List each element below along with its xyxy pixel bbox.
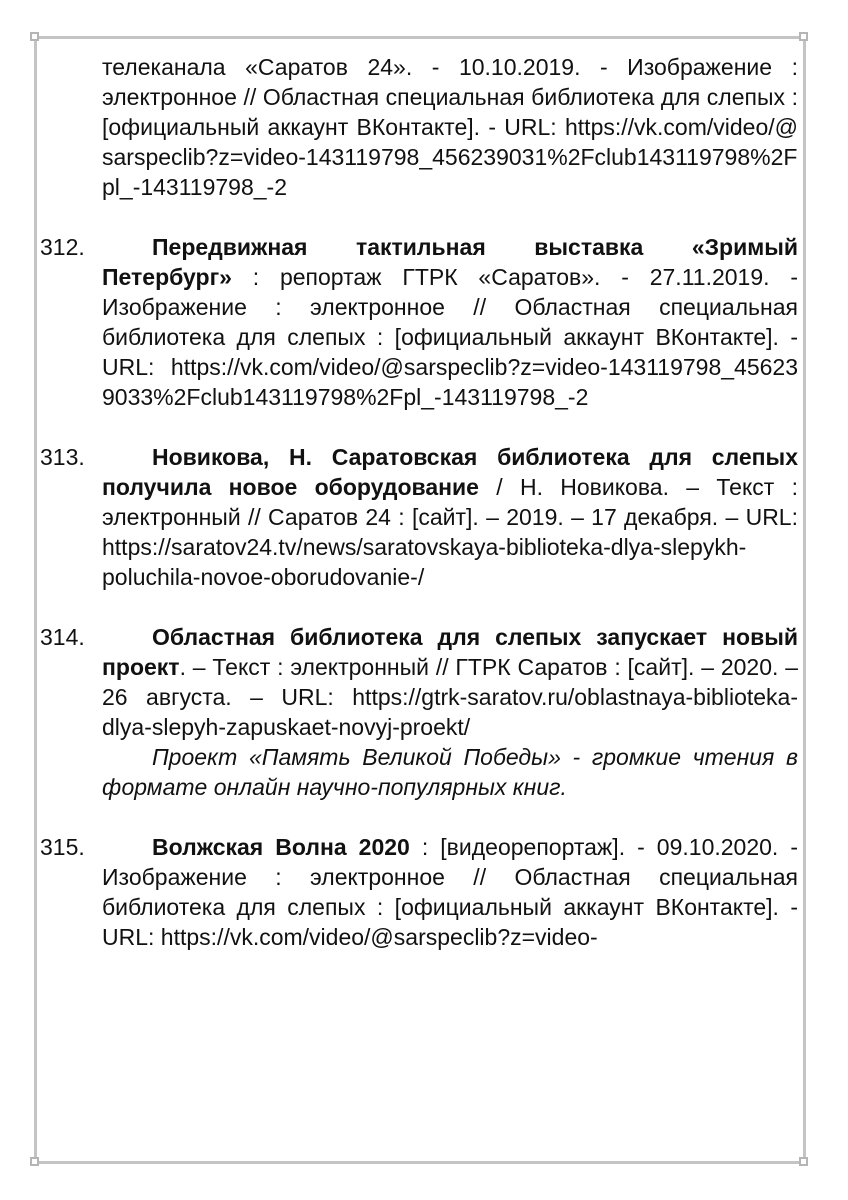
border-corner-ornament [30, 1157, 39, 1166]
entry-text: / Н. Новикова. – Текст : электронный // Саратов 24 : [сайт]. – 2019. – 17 декабря. – URL: https://saratov24.tv/news/saratovskaya-biblioteka-dlya-slepykh-poluchila-novoe-oborudovanie-/ [102, 474, 798, 590]
page-border-left [34, 36, 37, 1164]
entry-annotation [102, 742, 798, 802]
page-border-top [34, 36, 806, 39]
bibliography-list [40, 52, 798, 952]
entry-url[interactable]: https://vk.com/video/@sarspeclib?z=video-143119798_456239031%2Fclub143119798%2Fpl_-143119798_-2 [102, 114, 798, 200]
border-corner-ornament [799, 1157, 808, 1166]
border-corner-ornament [30, 32, 39, 41]
entry-title: Новикова, Н. Саратовская библиотека для слепых получила новое оборудование [102, 444, 798, 500]
entry-title: Областная библиотека для слепых запускает новый проект [102, 624, 798, 680]
entry-number: 314. [40, 624, 85, 650]
list-item [40, 442, 798, 592]
entry-title: Передвижная тактильная выставка «Зримый Петербург» [102, 234, 798, 290]
entry-title: Волжская Волна 2020 [152, 834, 410, 860]
list-item [40, 832, 798, 952]
page-border-bottom [34, 1161, 806, 1164]
list-item [40, 622, 798, 802]
page-border-right [803, 36, 806, 1164]
entry-text: . – Текст : электронный // ГТРК Саратов : [сайт]. – 2020. – 26 августа. – URL: https://gtrk-saratov.ru/oblastnaya-biblioteka-dlya-slepyh-zapuskaet-novyj-proekt/ [102, 654, 798, 740]
entry-text: : репортаж ГТРК «Саратов». - 27.11.2019. - Изображение : электронное // Областная специальная библиотека для слепых : [официальный аккаунт ВКонтакте]. - URL: [102, 264, 798, 380]
list-item [40, 52, 798, 202]
list-item [40, 232, 798, 412]
entry-number: 315. [40, 834, 85, 860]
entry-url[interactable]: https://vk.com/video/@sarspeclib?z=video- [160, 924, 598, 950]
entry-number: 313. [40, 444, 85, 470]
border-corner-ornament [799, 32, 808, 41]
entry-text: телеканала «Саратов 24». - 10.10.2019. - Изображение : электронное // Областная специальная библиотека для слепых : [официальный аккаунт ВКонтакте]. - URL: [102, 54, 798, 140]
entry-url[interactable]: https://vk.com/video/@sarspeclib?z=video-143119798_456239033%2Fclub143119798%2Fpl_-143119798_-2 [102, 354, 798, 410]
entry-text: : [видеорепортаж]. - 09.10.2020. - Изображение : электронное // Областная специальная библиотека для слепых : [официальный аккаунт ВКонтакте]. - URL: [102, 834, 798, 950]
annotation-text: Проект «Память Великой Победы» - громкие чтения в формате онлайн научно-популярных книг. [102, 744, 798, 800]
entry-number: 312. [40, 234, 85, 260]
